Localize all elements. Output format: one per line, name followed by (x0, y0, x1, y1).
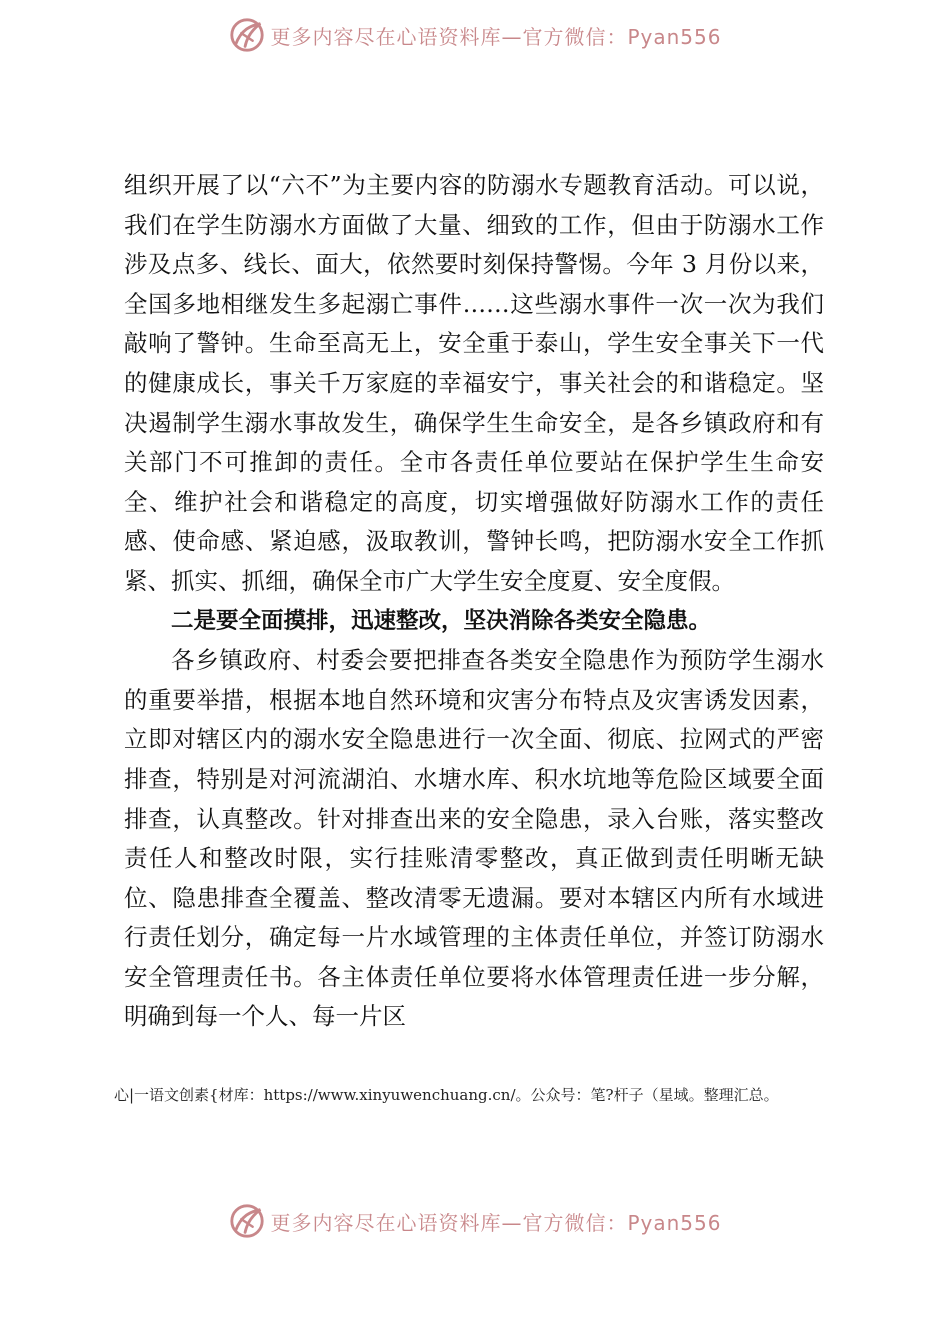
footer-banner-text: 更多内容尽在心语资料库—官方微信：Pyan556 (270, 1210, 722, 1235)
body-paragraph-2: 各乡镇政府、村委会要把排查各类安全隐患作为预防学生溺水的重要举措，根据本地自然环境和灾害分布特点及灾害诱发因素，立即对辖区内的溺水安全隐患进行一次全面、彻底、拉网式的严密排查，特别是对河流湖泊、水塘水库、积水坑地等危险区域要全面排查，认真整改。针对排查出来的安全隐患，录入台账，落实整改责任人和整改时限，实行挂账清零整改，真正做到责任明晰无缺位、隐患排查全覆盖、整改清零无遗漏。要对本辖区内所有水域进行责任划分，确定每一片水域管理的主体责任单位，并签订防溺水安全管理责任书。各主体责任单位要将水体管理责任进一步分解，明确到每一个人、每一片区 (124, 646, 824, 1031)
header-banner-text: 更多内容尽在心语资料库—官方微信：Pyan556 (270, 24, 722, 49)
xinyu-seal-logo-icon (228, 1202, 266, 1240)
footer-banner (0, 1198, 950, 1244)
header-banner (0, 12, 950, 58)
body-paragraph-1: 组织开展了以“六不”为主要内容的防溺水专题教育活动。可以说，我们在学生防溺水方面做了大量、细致的工作，但由于防溺水工作涉及点多、线长、面大，依然要时刻保持警惕。今年 3 月份以来，全国多地相继发生多起溺亡事件……这些溺水事件一次一次为我们敲响了警钟。生命至高无上，安全重于泰山，学生安全事关下一代的健康成长，事关千万家庭的幸福安宁，事关社会的和谐稳定。坚决遏制学生溺水事故发生，确保学生生命安全，是各乡镇政府和有关部门不可推卸的责任。全市各责任单位要站在保护学生生命安全、维护社会和谐稳定的高度，切实增强做好防溺水工作的责任感、使命感、紧迫感，汲取教训，警钟长鸣，把防溺水安全工作抓紧、抓实、抓细，确保全市广大学生安全度夏、安全度假。 (124, 171, 824, 595)
section-heading: 二是要全面摸排，迅速整改，坚决消除各类安全隐患。 (171, 607, 712, 634)
xinyu-seal-logo-icon (228, 16, 266, 54)
document-body (124, 166, 824, 1037)
footer-source-note: 心|一语文创素{材库：https://www.xinyuwenchuang.cn/。公众号：笔?杆子（星域。整理汇总。 (114, 1086, 779, 1104)
